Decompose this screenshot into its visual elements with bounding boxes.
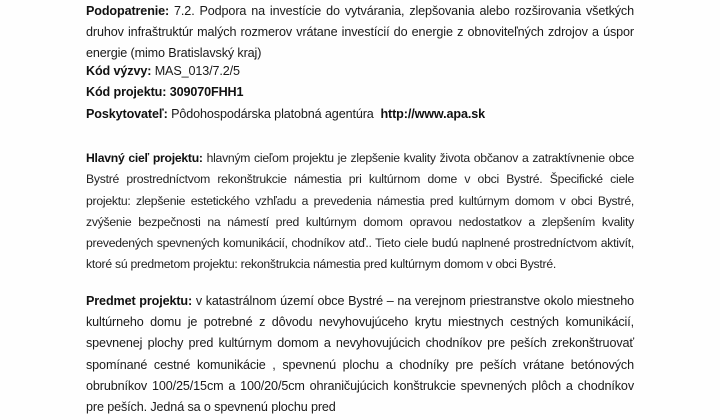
call-code-label: Kód výzvy: bbox=[86, 64, 152, 78]
main-goal-label: Hlavný cieľ projektu: bbox=[86, 151, 203, 165]
provider-line bbox=[86, 104, 634, 125]
section-subsidy bbox=[86, 1, 634, 65]
subject-text: v katastrálnom území obce Bystré – na verejnom priestranstve okolo miestneho kultúrneho domu je potrebné z dôvodu nevyhovujúceho krytu miestnych cestných komunikácií, spevnenej plochy pred kultúrnym domom a nevyhovujúcich chodníkov pre peších zrekonštruovať spomínané cestné komunikácie , spevnenú plochu a chodníky pre peších vrátane betónových obrubníkov 100/25/15cm a 100/20/5cm ohraničujúcich konštrukcie spevnených plôch a chodníkov pre peších. Jedná sa o spevnenú plochu pred bbox=[86, 294, 634, 415]
subsidy-paragraph bbox=[86, 1, 634, 65]
project-code-line bbox=[86, 82, 634, 103]
provider-label: Poskytovateľ: bbox=[86, 106, 168, 121]
main-goal-text: hlavným cieľom projektu je zlepšenie kvality života občanov a zatraktívnenie obce Bystré prostredníctvom rekonštrukcie námestia pri kultúrnom dome v obci Bystré. Špecifické ciele projektu: zlepšenie estetického vzhľadu a prevedenia námestia pred kultúrnym domom v obci Bystré, zvýšenie bezpečnosti na námestí pred kultúrnym domom opravou nedostatkov a zlepšením kvality prevedených spevnených komunikácií, chodníkov atď.. Tieto ciele budú naplnené prostredníctvom aktivít, ktoré sú predmetom projektu: rekonštrukcia námestia pred kultúrnym domom v obci Bystré. bbox=[86, 151, 634, 272]
section-codes bbox=[86, 61, 634, 125]
subsidy-text: 7.2. Podpora na investície do vytvárania, zlepšovania alebo rozširovania všetkých druhov infraštruktúr malých rozmerov vrátane investícií do energie z obnoviteľných zdrojov a úspor energie (mimo Bratislavský kraj) bbox=[86, 4, 634, 61]
main-goal-paragraph bbox=[86, 148, 634, 276]
provider-value: Pôdohospodárska platobná agentúra bbox=[171, 106, 374, 121]
subsidy-label: Podopatrenie: bbox=[86, 4, 170, 18]
call-code-line bbox=[86, 61, 634, 82]
provider-url[interactable]: http://www.apa.sk bbox=[380, 106, 486, 121]
project-code-label: Kód projektu: bbox=[86, 85, 167, 100]
call-code-value: MAS_013/7.2/5 bbox=[154, 64, 240, 78]
subject-paragraph bbox=[86, 291, 634, 418]
subject-label: Predmet projektu: bbox=[86, 294, 193, 308]
project-code-value: 309070FHH1 bbox=[169, 85, 244, 100]
section-main-goal bbox=[86, 148, 634, 276]
section-subject bbox=[86, 291, 634, 418]
